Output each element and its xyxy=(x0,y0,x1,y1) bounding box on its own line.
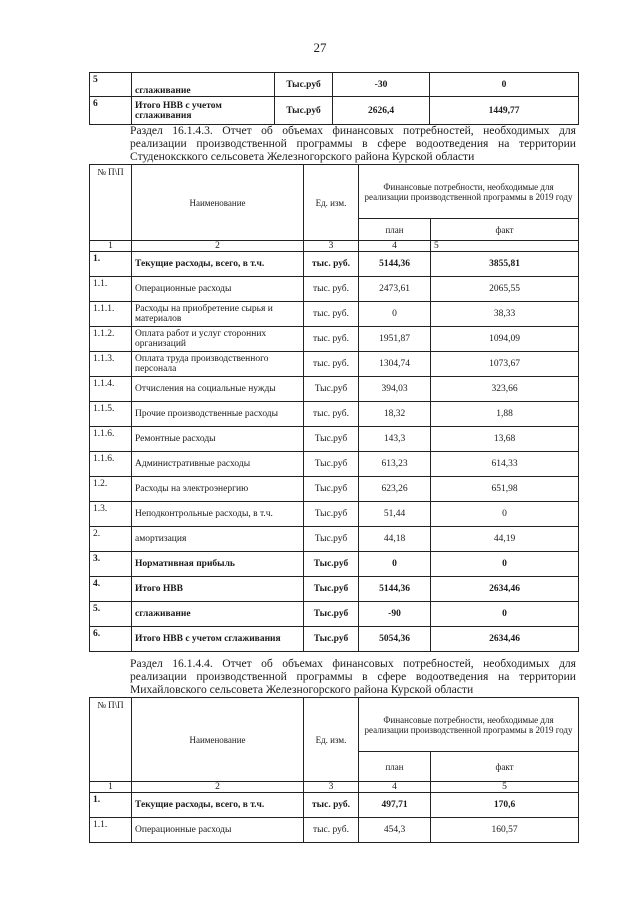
row-fact: 0 xyxy=(431,602,579,627)
row-number: 6 xyxy=(90,97,132,125)
table-row xyxy=(90,277,579,302)
row-plan: 18,32 xyxy=(359,402,431,427)
header-plan: план xyxy=(359,219,431,241)
row-unit: Тыс.руб xyxy=(304,452,359,477)
row-unit: Тыс.руб xyxy=(304,552,359,577)
row-name: Операционные расходы xyxy=(132,818,304,843)
row-plan: 51,44 xyxy=(359,502,431,527)
row-unit: тыс. руб. xyxy=(304,818,359,843)
row-fact: 3855,81 xyxy=(431,252,579,277)
row-plan: 2626,4 xyxy=(333,97,430,125)
row-name: Итого НВВ xyxy=(132,577,304,602)
column-number: 3 xyxy=(304,782,359,793)
row-plan: 454,3 xyxy=(359,818,431,843)
row-name: Отчисления на социальные нужды xyxy=(132,377,304,402)
row-plan: -90 xyxy=(359,602,431,627)
row-unit: тыс. руб. xyxy=(304,302,359,327)
row-name: Итого НВВ с учетом сглаживания xyxy=(132,627,304,652)
row-fact: 1,88 xyxy=(431,402,579,427)
row-fact: 0 xyxy=(430,73,579,97)
table-row xyxy=(90,793,579,818)
table-row xyxy=(90,73,579,97)
table-row xyxy=(90,402,579,427)
row-unit: тыс. руб. xyxy=(304,277,359,302)
row-plan: 143,3 xyxy=(359,427,431,452)
row-number: 1.1.5. xyxy=(90,402,132,427)
row-unit: Тыс.руб xyxy=(304,477,359,502)
table-row xyxy=(90,552,579,577)
table-row xyxy=(90,302,579,327)
row-number: 1.1.6. xyxy=(90,427,132,452)
row-number: 1. xyxy=(90,252,132,277)
row-unit: Тыс.руб xyxy=(304,602,359,627)
row-name: Расходы на электроэнергию xyxy=(132,477,304,502)
column-number-row xyxy=(90,782,579,793)
section-heading xyxy=(90,657,576,696)
row-name: сглаживание xyxy=(132,73,275,97)
row-name: Расходы на приобретение сырья и материалов xyxy=(132,302,304,327)
section-heading xyxy=(90,124,576,163)
table-row xyxy=(90,252,579,277)
row-number: 5 xyxy=(90,73,132,97)
section-heading-text: Раздел 16.1.4.3. Отчет об объемах финансовых потребностей, необходимых для реализации производственной программы в сфере водоотведения на территории Студеноксккого сельсовета Железногорского района Курской области xyxy=(130,124,576,163)
row-unit: Тыс.руб xyxy=(304,502,359,527)
table-row xyxy=(90,327,579,352)
row-fact: 0 xyxy=(431,502,579,527)
section-heading-text: Раздел 16.1.4.4. Отчет об объемах финансовых потребностей, необходимых для реализации производственной программы в сфере водоотведения на территории Михайловского сельсовета Железногорского района Курской области xyxy=(130,657,576,696)
table-body xyxy=(90,252,579,652)
row-unit: тыс. руб. xyxy=(304,402,359,427)
row-unit: Тыс.руб xyxy=(304,377,359,402)
row-plan: 2473,61 xyxy=(359,277,431,302)
table-header-row xyxy=(90,165,579,219)
header-unit: Ед. изм. xyxy=(304,165,359,241)
table-row xyxy=(90,502,579,527)
row-unit: тыс. руб. xyxy=(304,352,359,377)
row-name: Оплата труда производственного персонала xyxy=(132,352,304,377)
row-fact: 2065,55 xyxy=(431,277,579,302)
table-row xyxy=(90,577,579,602)
row-fact: 44,19 xyxy=(431,527,579,552)
row-number: 1.1.4. xyxy=(90,377,132,402)
row-fact: 160,57 xyxy=(431,818,579,843)
row-number: 1.1.3. xyxy=(90,352,132,377)
row-number: 1.2. xyxy=(90,477,132,502)
column-number: 5 xyxy=(431,241,579,252)
column-number: 4 xyxy=(359,782,431,793)
row-name: Прочие производственные расходы xyxy=(132,402,304,427)
row-fact: 38,33 xyxy=(431,302,579,327)
header-financial-needs: Финансовые потребности, необходимые для реализации производственной программы в 2019 году xyxy=(359,165,579,219)
row-plan: 5144,36 xyxy=(359,252,431,277)
row-number: 6. xyxy=(90,627,132,652)
table-row xyxy=(90,97,579,125)
row-name: амортизация xyxy=(132,527,304,552)
header-plan: план xyxy=(359,752,431,782)
row-name: сглаживание xyxy=(132,602,304,627)
row-number: 2. xyxy=(90,527,132,552)
row-fact: 651,98 xyxy=(431,477,579,502)
header-financial-needs: Финансовые потребности, необходимые для реализации производственной программы в 2019 году xyxy=(359,698,579,752)
row-plan: 5144,36 xyxy=(359,577,431,602)
column-number: 1 xyxy=(90,782,132,793)
row-plan: 1304,74 xyxy=(359,352,431,377)
row-name: Нормативная прибыль xyxy=(132,552,304,577)
row-fact: 2634,46 xyxy=(431,627,579,652)
column-number-row xyxy=(90,241,579,252)
row-unit: Тыс.руб xyxy=(304,577,359,602)
row-name: Административные расходы xyxy=(132,452,304,477)
row-number: 1.3. xyxy=(90,502,132,527)
row-unit: тыс. руб. xyxy=(304,793,359,818)
row-fact: 1073,67 xyxy=(431,352,579,377)
row-name: Ремонтные расходы xyxy=(132,427,304,452)
row-number: 1.1. xyxy=(90,818,132,843)
table-row xyxy=(90,627,579,652)
row-plan: 613,23 xyxy=(359,452,431,477)
row-number: 5. xyxy=(90,602,132,627)
row-name: Оплата работ и услуг сторонних организаций xyxy=(132,327,304,352)
column-number: 3 xyxy=(304,241,359,252)
row-plan: -30 xyxy=(333,73,430,97)
row-plan: 5054,36 xyxy=(359,627,431,652)
row-fact: 614,33 xyxy=(431,452,579,477)
row-name: Неподконтрольные расходы, в т.ч. xyxy=(132,502,304,527)
row-unit: Тыс.руб xyxy=(304,427,359,452)
row-number: 4. xyxy=(90,577,132,602)
header-fact: факт xyxy=(431,219,579,241)
row-number: 1.1. xyxy=(90,277,132,302)
table-row xyxy=(90,527,579,552)
row-plan: 0 xyxy=(359,552,431,577)
table-row xyxy=(90,352,579,377)
row-number: 3. xyxy=(90,552,132,577)
row-name: Итого НВВ с учетом сглаживания xyxy=(132,97,275,125)
row-unit: тыс. руб. xyxy=(304,327,359,352)
table-row xyxy=(90,477,579,502)
row-number: 1.1.2. xyxy=(90,327,132,352)
column-number: 5 xyxy=(431,782,579,793)
row-plan: 1951,87 xyxy=(359,327,431,352)
row-number: 1. xyxy=(90,793,132,818)
finance-table-1 xyxy=(89,164,579,652)
table-row xyxy=(90,602,579,627)
header-name: Наименование xyxy=(132,698,304,782)
table-header-row xyxy=(90,698,579,752)
row-plan: 497,71 xyxy=(359,793,431,818)
header-number: № П\П xyxy=(90,165,132,241)
row-unit: Тыс.руб xyxy=(275,97,333,125)
table-row xyxy=(90,377,579,402)
row-number: 1.1.1. xyxy=(90,302,132,327)
header-number: № П\П xyxy=(90,698,132,782)
row-name: Текущие расходы, всего, в т.ч. xyxy=(132,793,304,818)
row-fact: 323,66 xyxy=(431,377,579,402)
row-fact: 2634,46 xyxy=(431,577,579,602)
header-fact: факт xyxy=(431,752,579,782)
table-row xyxy=(90,427,579,452)
column-number: 4 xyxy=(359,241,431,252)
row-number: 1.1.6. xyxy=(90,452,132,477)
table-row xyxy=(90,452,579,477)
row-fact: 170,6 xyxy=(431,793,579,818)
header-name: Наименование xyxy=(132,165,304,241)
row-fact: 13,68 xyxy=(431,427,579,452)
table-body xyxy=(90,793,579,843)
column-number: 1 xyxy=(90,241,132,252)
row-name: Текущие расходы, всего, в т.ч. xyxy=(132,252,304,277)
row-fact: 1094,09 xyxy=(431,327,579,352)
row-unit: тыс. руб. xyxy=(304,252,359,277)
table-row xyxy=(90,818,579,843)
row-unit: Тыс.руб xyxy=(275,73,333,97)
row-plan: 623,26 xyxy=(359,477,431,502)
finance-table-2 xyxy=(89,697,579,843)
header-unit: Ед. изм. xyxy=(304,698,359,782)
row-plan: 44,18 xyxy=(359,527,431,552)
row-unit: Тыс.руб xyxy=(304,527,359,552)
top-table xyxy=(89,72,579,125)
column-number: 2 xyxy=(132,241,304,252)
row-plan: 0 xyxy=(359,302,431,327)
column-number: 2 xyxy=(132,782,304,793)
row-fact: 0 xyxy=(431,552,579,577)
row-name: Операционные расходы xyxy=(132,277,304,302)
page-number: 27 xyxy=(313,40,327,55)
row-plan: 394,03 xyxy=(359,377,431,402)
row-unit: Тыс.руб xyxy=(304,627,359,652)
row-fact: 1449,77 xyxy=(430,97,579,125)
